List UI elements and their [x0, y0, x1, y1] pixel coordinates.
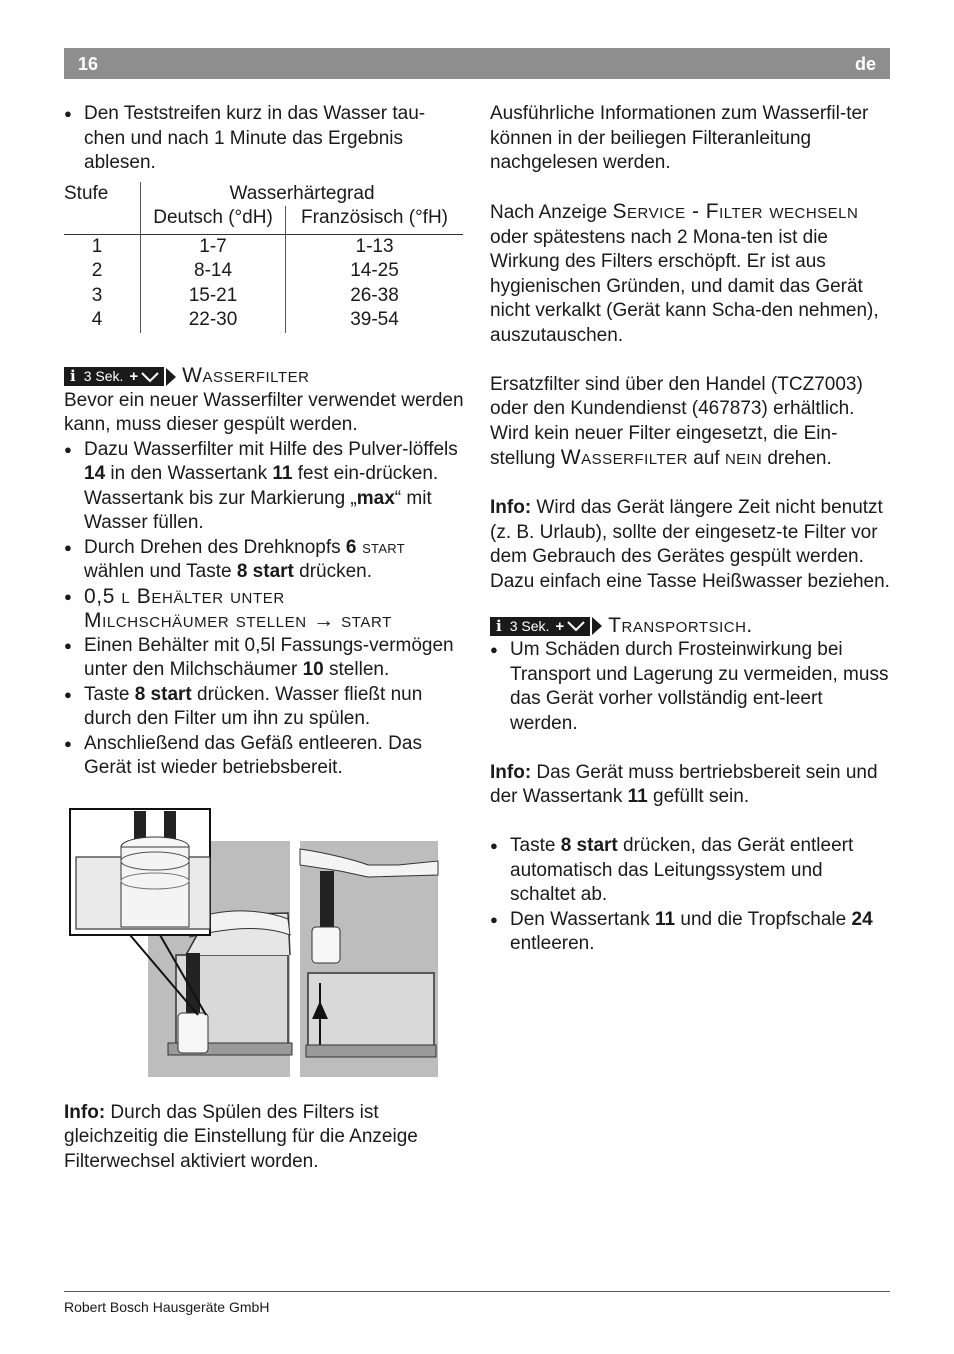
list-item: ● Den Teststreifen kurz in das Wasser tau-chen und nach 1 Minute das Ergebnis ablesen. — [64, 102, 464, 176]
filter-illustration — [68, 805, 448, 1077]
list-item: ● Anschließend das Gefäß entleeren. Das Gerät ist wieder betriebsbereit. — [64, 732, 464, 781]
list-item: ● Taste 8 start drücken. Wasser fließt nun durch den Filter um ihn zu spülen. — [64, 683, 464, 732]
water-hardness-table — [64, 182, 463, 333]
table-cell: 1-13 — [355, 235, 394, 257]
list-item: ● Einen Behälter mit 0,5l Fassungs-vermögen unter den Milchschäumer 10 stellen. — [64, 634, 464, 683]
arrow-right-icon — [592, 617, 602, 635]
table-header-row — [64, 182, 463, 207]
arrow-right-icon — [166, 368, 176, 386]
paragraph: Ausführliche Informationen zum Wasserfil-ter können in der beiliegen Filteranleitung nachgelesen werden. — [490, 103, 869, 173]
list-item: ● Durch Drehen des Drehknopfs 6 start wählen und Taste 8 start drücken. — [64, 536, 464, 585]
table-cell: 3 — [64, 284, 141, 309]
footer-divider — [64, 1291, 890, 1292]
list-item: ● Dazu Wasserfilter mit Hilfe des Pulver-löffels 14 in den Wassertank 11 fest ein-drücken. Wassertank bis zur Markierung „max“ mit Wasser füllen. — [64, 438, 464, 536]
paragraph: Ersatzfilter sind über den Handel (TCZ7003) oder den Kundendienst (467873) erhältlich. Wird kein neuer Filter eingesetzt, die Ein-stellung Wasserfilter auf nein drehen. — [490, 373, 863, 469]
info-paragraph: Info: Durch das Spülen des Filters ist gleichzeitig die Einstellung für die Anzeige Filterwechsel aktiviert worden. — [64, 1101, 418, 1172]
table-cell: 22-30 — [141, 308, 286, 333]
table-cell: 2 — [64, 259, 141, 284]
paragraph: Nach Anzeige Service - Filter wechseln oder spätestens nach 2 Mona-ten ist die Wirkung des Filters erschöpft. Er ist aus hygienischen Gründen, und damit das Gerät nicht verkalkt (Gerät kann Scha-den nehmen), auszutauschen. — [490, 200, 879, 346]
language-code: de — [854, 54, 876, 74]
table-subheader-row — [64, 206, 463, 234]
table-cell: 14-25 — [350, 260, 399, 281]
plus-icon: + — [129, 368, 139, 385]
checkmark-icon — [566, 619, 586, 633]
filter-insertion-drawing — [68, 805, 448, 1077]
table-cell: 4 — [64, 308, 141, 333]
badge-label: 3 Sek. — [509, 617, 550, 634]
table-row — [64, 259, 463, 284]
table-header-group: Wasserhärtegrad — [229, 182, 375, 204]
table-cell: 39-54 — [350, 309, 399, 330]
checkmark-icon — [140, 370, 160, 384]
section-title: Transportsich. — [608, 613, 753, 637]
info-icon: i — [496, 616, 502, 635]
info-icon: i — [70, 367, 76, 385]
table-header-de: Deutsch (°dH) — [141, 206, 286, 234]
paragraph: Bevor ein neuer Wasserfilter verwendet werden kann, muss dieser gespült werden. — [64, 389, 464, 435]
arrow-icon: → — [306, 609, 342, 632]
badge-label: 3 Sek. — [83, 368, 124, 384]
footer-company: Robert Bosch Hausgeräte GmbH — [64, 1299, 270, 1315]
table-cell: 15-21 — [141, 284, 286, 309]
table-header-stufe: Stufe — [64, 182, 141, 207]
table-cell: 1-7 — [141, 234, 286, 259]
table-cell: 26-38 — [350, 284, 399, 306]
plus-icon: + — [555, 617, 565, 635]
right-column — [490, 102, 890, 957]
table-row — [64, 234, 463, 259]
key-combination-badge — [64, 367, 164, 386]
list-item: ● Um Schäden durch Frosteinwirkung bei Transport und Lagerung zu vermeiden, muss das Gerät vorher vollständig ent-leert werden. — [490, 638, 890, 736]
list-item: ● 0,5 l Behälter unter Milchschäumer stellen → start — [64, 585, 464, 634]
list-item: ● Den Wassertank 11 und die Tropfschale 24 entleeren. — [490, 908, 890, 957]
section-heading-transportsicherung — [490, 614, 890, 638]
table-cell: 1 — [64, 234, 141, 259]
table-row — [64, 308, 463, 333]
list-item: ● Taste 8 start drücken, das Gerät entleert automatisch das Leitungssystem und schaltet ab. — [490, 834, 890, 908]
info-paragraph: Info: Das Gerät muss bertriebsbereit sein und der Wassertank 11 gefüllt sein. — [490, 761, 878, 807]
page-number: 16 — [78, 54, 99, 74]
info-paragraph: Info: Wird das Gerät längere Zeit nicht benutzt (z. B. Urlaub), sollte der eingesetz-te Filter vor dem Gebrauch des Gerätes gespült werden. Dazu einfach eine Tasse Heißwasser beziehen. — [490, 497, 890, 592]
section-heading-wasserfilter — [64, 365, 464, 389]
table-header-fr: Französisch (°fH) — [286, 206, 463, 234]
table-row — [64, 284, 463, 309]
page-header — [64, 48, 890, 79]
section-title: Wasserfilter — [182, 364, 310, 388]
left-column — [64, 102, 464, 1174]
table-cell: 8-14 — [141, 259, 286, 284]
key-combination-badge — [490, 617, 590, 636]
